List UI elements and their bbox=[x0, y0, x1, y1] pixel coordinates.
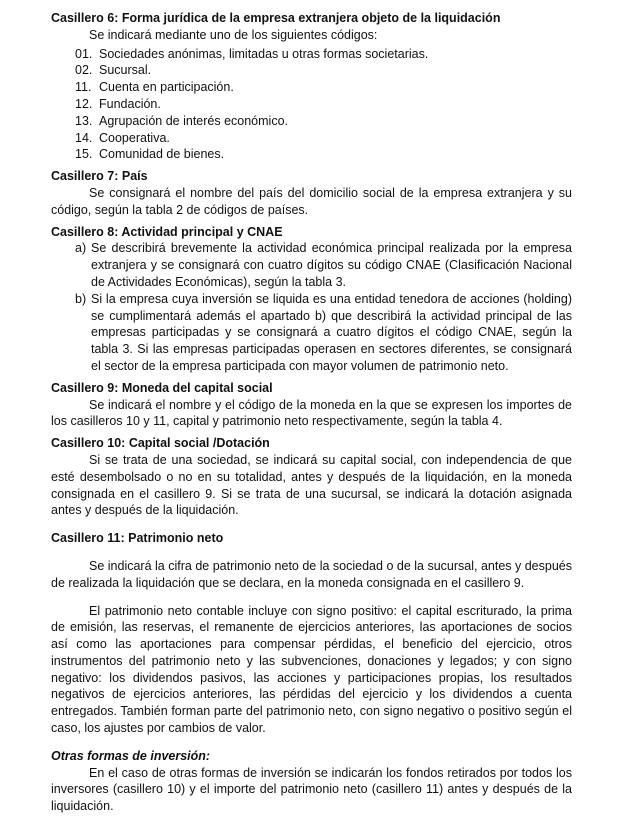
list-item bbox=[75, 113, 572, 130]
heading-casillero-9: Casillero 9: Moneda del capital social bbox=[51, 380, 273, 395]
item-text: Si la empresa cuya inversión se liquida es una entidad tenedora de acciones (holding) se cumplimentará además el apartado b) que describirá la actividad principal de las empresas participadas y se consignará a cuatro dígitos el código CNAE, según la tabla 3. Si las empresas participadas operasen en sectores diferentes, se consignará el sector de la empresa participada con mayor volumen de patrimonio neto. bbox=[91, 291, 572, 373]
casillero-10-text: Si se trata de una sociedad, se indicará su capital social, con independencia de que esté desembolsado o no en su totalidad, antes y después de la liquidación, en la moneda consignada en el casillero 9. Si se trata de una sucursal, se indicará la dotación asignada antes y después de la liquidación. bbox=[51, 452, 572, 518]
code-number: 01. bbox=[75, 46, 93, 61]
document-page bbox=[51, 10, 572, 815]
casillero-7-text: Se consignará el nombre del país del domicilio social de la empresa extranjera y su código, según la tabla 2 de códigos de países. bbox=[51, 185, 572, 217]
section-casillero-8 bbox=[51, 224, 572, 375]
code-number: 02. bbox=[75, 63, 93, 78]
list-item bbox=[51, 240, 572, 290]
heading-casillero-11: Casillero 11: Patrimonio neto bbox=[51, 531, 224, 546]
code-label: Cuenta en participación. bbox=[99, 80, 234, 95]
section-casillero-9 bbox=[51, 380, 572, 430]
list-item bbox=[75, 62, 572, 79]
otras-formas-text: En el caso de otras formas de inversión se indicarán los fondos retirados por todos los inversores (casillero 10) y el importe del patrimonio neto (casillero 11) antes y después de la liquidación. bbox=[51, 765, 572, 814]
list-item bbox=[75, 46, 572, 63]
list-item bbox=[51, 291, 572, 375]
casillero-11-paragraph-2: El patrimonio neto contable incluye con signo positivo: el capital escriturado, la prima de emisión, las reservas, el remanente de ejercicios anteriores, las aportaciones de socios así como las aportaciones para compensar pérdidas, el beneficio del ejercicio, otros instrumentos del patrimonio neto y las subvenciones, donaciones y legados; y con signo negativo: los dividendos pasivos, las acciones y participaciones propias, los resultados negativos de ejercicios anteriores, las pérdidas del ejercicio y los dividendos a cuenta entregados. También forman parte del patrimonio neto, con signo negativo o positivo según el caso, los ajustes por cambios de valor. bbox=[51, 603, 572, 736]
casillero-6-intro: Se indicará mediante uno de los siguientes códigos: bbox=[89, 27, 378, 42]
heading-casillero-8: Casillero 8: Actividad principal y CNAE bbox=[51, 224, 283, 239]
casillero-11-paragraph-1: Se indicará la cifra de patrimonio neto de la sociedad o de la sucursal, antes y después de realizada la liquidación que se declara, en la moneda consignada en el casillero 9. bbox=[51, 558, 572, 590]
heading-otras-formas: Otras formas de inversión: bbox=[51, 748, 211, 763]
section-otras-formas bbox=[51, 748, 572, 815]
heading-casillero-6: Casillero 6: Forma jurídica de la empresa extranjera objeto de la liquidación bbox=[51, 11, 501, 25]
code-number: 12. bbox=[75, 96, 93, 111]
section-casillero-10 bbox=[51, 435, 572, 519]
code-number: 14. bbox=[75, 130, 93, 145]
list-item bbox=[75, 96, 572, 113]
item-marker: a) bbox=[75, 241, 87, 256]
code-number: 15. bbox=[75, 147, 93, 162]
casillero-9-text: Se indicará el nombre y el código de la moneda en la que se expresen los importes de los casilleros 10 y 11, capital y patrimonio neto respectivamente, según la tabla 4. bbox=[51, 397, 572, 429]
list-item bbox=[75, 130, 572, 147]
list-item bbox=[75, 79, 572, 96]
heading-casillero-7: Casillero 7: País bbox=[51, 169, 148, 184]
list-item bbox=[75, 146, 572, 163]
code-label: Fundación. bbox=[99, 96, 161, 111]
codes-list bbox=[51, 46, 572, 164]
section-casillero-7 bbox=[51, 168, 572, 218]
code-number: 13. bbox=[75, 113, 93, 128]
code-label: Agrupación de interés económico. bbox=[99, 113, 289, 128]
item-text: Se describirá brevemente la actividad económica principal realizada por la empresa extranjera y se consignará con cuatro dígitos su código CNAE (Clasificación Nacional de Actividades Económicas), según la tabla 3. bbox=[91, 241, 572, 289]
code-label: Cooperativa. bbox=[99, 130, 170, 145]
section-casillero-6 bbox=[51, 10, 572, 163]
code-number: 11. bbox=[75, 80, 92, 95]
item-marker: b) bbox=[75, 291, 87, 306]
code-label: Comunidad de bienes. bbox=[99, 147, 225, 162]
heading-casillero-10: Casillero 10: Capital social /Dotación bbox=[51, 436, 270, 451]
section-casillero-11 bbox=[51, 530, 572, 737]
code-label: Sucursal. bbox=[99, 63, 152, 78]
code-label: Sociedades anónimas, limitadas u otras formas societarias. bbox=[99, 46, 429, 61]
